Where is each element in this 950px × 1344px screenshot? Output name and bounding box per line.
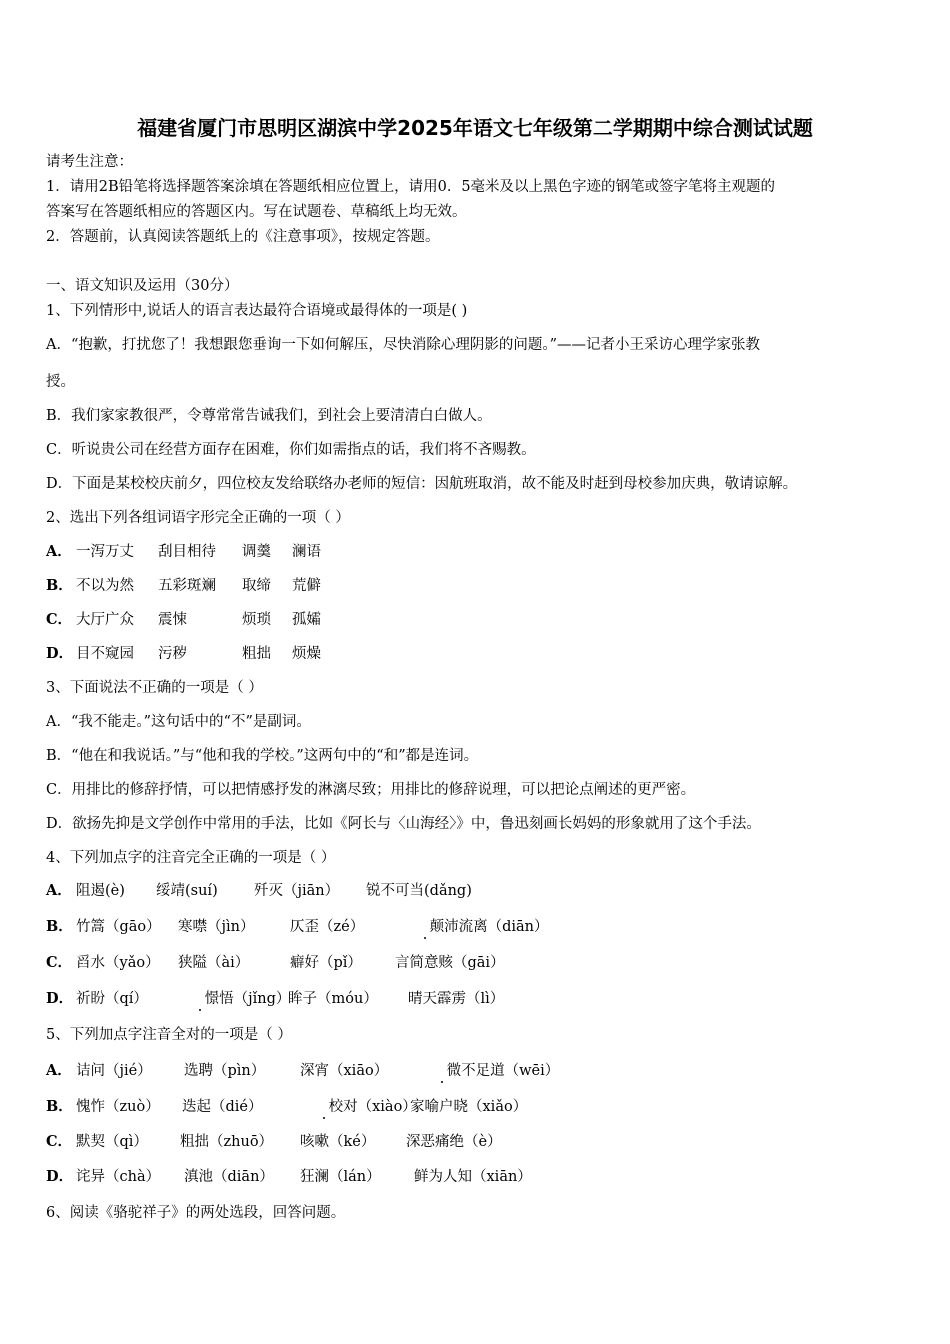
option-word: 舀水（yǎo） [76,955,160,971]
option-word: 默契（qì） [76,1134,148,1150]
question-5-option-d [46,1167,532,1187]
question-1-option-a-cont: 授。 [46,374,75,390]
option-label: C． [46,954,73,971]
question-6-stem: 6、阅读《骆驼祥子》的两处选段，回答问题。 [46,1205,346,1221]
question-2-option-a [46,542,321,562]
question-5-stem: 5、下列加点字注音全对的一项是（ ） [46,1027,292,1043]
option-word: 愧怍（zuò） [76,1099,160,1115]
option-word: 粗拙 [242,646,271,662]
option-word: 五彩斑斓 [158,578,216,594]
page-title: 福建省厦门市思明区湖滨中学2025年语文七年级第二学期期中综合测试试题 [137,116,813,140]
option-word: 刮目相待 [158,544,216,560]
option-label: A． [46,543,72,560]
question-5-option-b [46,1097,528,1117]
option-label: B． [46,1098,73,1115]
question-1-option-c: C．听说贵公司在经营方面存在困难，你们如需指点的话，我们将不吝赐教。 [46,442,536,458]
option-word: 取缔 [242,578,271,594]
option-word: 仄歪（zé） [290,919,365,935]
notice-heading: 请考生注意： [46,154,133,170]
option-word: 晴天霹雳（lì） [408,991,505,1007]
option-word: 深宵（xiāo） [300,1063,389,1079]
option-word: 荒僻 [292,578,321,594]
option-word: 癖好（pǐ） [290,955,362,971]
question-2-option-b [46,576,321,596]
question-2-option-d [46,644,321,664]
option-word: 绥靖(suí) [156,883,218,899]
option-label: D． [46,645,74,662]
option-label: C． [46,1133,73,1150]
question-4-option-c [46,953,505,973]
option-label: C． [46,611,73,628]
option-word: 狭隘（ài） [178,955,250,971]
notice-line-1: 1．请用2B铅笔将选择题答案涂填在答题纸相应位置上，请用0．5毫米及以上黑色字迹的钢笔或签字笔将主观题的 [46,179,776,195]
option-word: 歼灭（jiān） [254,883,340,899]
option-word: 锐不可当(dǎng) [366,883,472,899]
option-word: 竹篙（gāo） [76,919,161,935]
section-heading: 一、语文知识及运用（30分） [46,278,239,294]
question-5-option-c [46,1132,502,1152]
option-word: 烦燥 [292,646,321,662]
question-1-option-b: B．我们家家教很严，令尊常常告诫我们，到社会上要清清白白做人。 [46,408,492,424]
option-word: 调羹 [242,544,271,560]
question-4-option-d [46,989,505,1009]
option-word: 家喻户晓（xiǎo） [410,1099,528,1115]
option-word: 阻遏(è) [76,883,125,899]
question-3-stem: 3、下面说法不正确的一项是（ ） [46,680,263,696]
notice-line-2: 2．答题前，认真阅读答题纸上的《注意事项》，按规定答题。 [46,229,440,245]
option-label: B． [46,918,73,935]
option-word: 咳嗽（ké） [300,1134,376,1150]
option-word: 诧异（chà） [76,1169,161,1185]
option-label: A． [46,1062,72,1079]
question-1-option-a: A．“抱歉，打扰您了！我想跟您垂询一下如何解压，尽快消除心理阴影的问题。”——记者小王采访心理学家张教 [46,337,761,353]
option-word: 祈盼（qí） [76,991,148,1007]
question-2-option-c [46,610,321,630]
option-word: 目不窥园 [76,646,134,662]
option-word: 选聘（pìn） [184,1063,266,1079]
option-word: 颠沛流离（diān） [429,919,549,935]
question-4-option-b [46,917,549,937]
question-3-option-c: C．用排比的修辞抒情，可以把情感抒发的淋漓尽致；用排比的修辞说理，可以把论点阐述的更严密。 [46,782,696,798]
option-label: D． [46,990,74,1007]
notice-line-1b: 答案写在答题纸相应的答题区内。写在试题卷、草稿纸上均无效。 [46,204,467,220]
question-4-option-a [46,881,472,901]
option-word: 鲜为人知（xiān） [414,1169,532,1185]
question-1-stem: 1、下列情形中,说话人的语言表达最符合语境或最得体的一项是( ) [46,303,468,319]
question-3-option-b: B．“他在和我说话。”与“他和我的学校。”这两句中的“和”都是连词。 [46,748,479,764]
option-word: 孤孀 [292,612,321,628]
option-word: 滇池（diān） [184,1169,274,1185]
option-label: B． [46,577,73,594]
option-label: D． [46,1168,74,1185]
question-3-option-d: D．欲扬先抑是文学创作中常用的手法，比如《阿长与〈山海经〉》中，鲁迅刻画长妈妈的形象就用了这个手法。 [46,816,761,832]
option-word: 诘问（jié） [76,1063,152,1079]
option-word: 眸子（móu） [288,991,378,1007]
option-word: 寒噤（jìn） [178,919,255,935]
option-label: A． [46,882,72,899]
option-word: 深恶痛绝（è） [406,1134,502,1150]
option-word: 粗拙（zhuō） [180,1134,274,1150]
question-3-option-a: A．“我不能走。”这句话中的“不”是副词。 [46,714,311,730]
option-word: 校对（xiào） [328,1099,417,1115]
option-word: 大厅广众 [76,612,134,628]
question-4-stem: 4、下列加点字的注音完全正确的一项是（ ） [46,850,336,866]
option-word: 不以为然 [76,578,134,594]
option-word: 言简意赅（gāi） [395,955,505,971]
option-word: 震悚 [158,612,187,628]
question-1-option-d: D．下面是某校校庆前夕，四位校友发给联络办老师的短信：因航班取消，故不能及时赶到母校参加庆典，敬请谅解。 [46,476,798,492]
option-word: 烦琐 [242,612,271,628]
question-5-option-a [46,1061,560,1081]
option-word: 狂澜（lán） [300,1169,381,1185]
option-word: 迭起（dié） [182,1099,263,1115]
option-word: 微不足道（wēi） [446,1063,560,1079]
option-word: 澜语 [292,544,321,560]
option-word: 一泻万丈 [76,544,134,560]
option-word: 污秽 [158,646,187,662]
question-2-stem: 2、选出下列各组词语字形完全正确的一项（ ） [46,510,350,526]
option-word: 憬悟（jǐng） [204,991,291,1007]
